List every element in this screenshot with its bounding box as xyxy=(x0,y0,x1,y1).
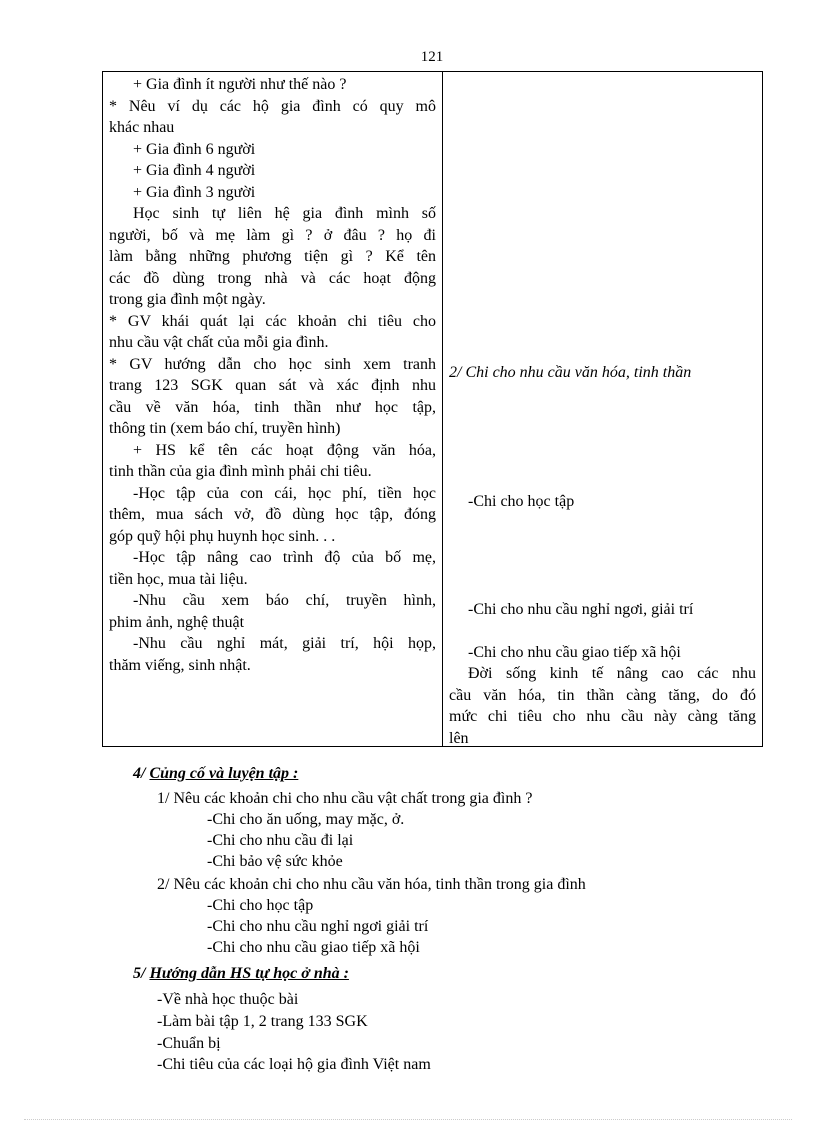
right-paragraph xyxy=(449,663,756,749)
left-line: tinh thần của gia đình mình phải chi tiêu. xyxy=(109,463,372,480)
left-line: khác nhau xyxy=(109,119,175,136)
left-line: làm bằng những phương tiện gì ? Kể tên xyxy=(109,248,436,265)
section5-number: 5/ xyxy=(133,965,146,982)
left-line: nhu cầu vật chất của mỗi gia đình. xyxy=(109,334,329,351)
right-para-line: Đời sống kinh tế nâng cao các nhu xyxy=(468,665,756,682)
section5-item: -Chi tiêu của các loại hộ gia đình Việt nam xyxy=(157,1056,431,1073)
left-line: -Học tập của con cái, học phí, tiền học xyxy=(133,484,436,502)
right-para-line: lên xyxy=(449,729,469,747)
left-line: thăm viếng, sinh nhật. xyxy=(109,656,251,674)
left-line: cầu về văn hóa, tinh thần như học tập, xyxy=(109,398,436,416)
content-column xyxy=(443,72,762,746)
section5-item: -Về nhà học thuộc bài xyxy=(157,991,299,1008)
left-line: + HS kể tên các hoạt động văn hóa, xyxy=(133,441,436,459)
right-item-leisure: -Chi cho nhu cầu nghỉ ngơi, giải trí xyxy=(468,601,694,618)
left-line: thêm, mua sách vở, đồ dùng học tập, đóng xyxy=(109,506,436,523)
section5-title: Hướng dẫn HS tự học ở nhà : xyxy=(149,965,349,982)
section4-number: 4/ xyxy=(133,765,146,782)
left-line: + Gia đình 6 người xyxy=(133,140,256,158)
right-item-study: -Chi cho học tập xyxy=(468,493,575,510)
activities-column xyxy=(103,72,443,746)
lesson-table xyxy=(102,71,763,747)
section4-q2-item: -Chi cho nhu cầu giao tiếp xã hội xyxy=(207,939,420,956)
left-line: * Nêu ví dụ các hộ gia đình có quy mô xyxy=(109,97,436,115)
left-line: phim ảnh, nghệ thuật xyxy=(109,613,245,631)
left-line: trong gia đình một ngày. xyxy=(109,291,266,308)
section4-q1-item: -Chi cho ăn uống, may mặc, ở. xyxy=(207,811,405,828)
section4-q1-item: -Chi cho nhu cầu đi lại xyxy=(207,832,354,849)
right-para-line: cầu văn hóa, tin thần càng tăng, do đó xyxy=(449,686,756,704)
left-line: -Học tập nâng cao trình độ của bố mẹ, xyxy=(133,549,436,566)
right-heading: 2/ Chi cho nhu cầu văn hóa, tinh thần xyxy=(449,364,692,381)
left-line: -Nhu cầu xem báo chí, truyền hình, xyxy=(133,592,436,609)
right-para-line: mức chi tiêu cho nhu cầu này càng tăng xyxy=(449,708,756,725)
section5-heading xyxy=(133,963,349,985)
left-line: * GV khái quát lại các khoản chi tiêu cho xyxy=(109,312,436,330)
left-line: * GV hướng dẫn cho học sinh xem tranh xyxy=(109,355,436,373)
section5-item: -Chuẩn bị xyxy=(157,1035,221,1052)
left-line: + Gia đình ít người như thế nào ? xyxy=(133,76,347,93)
section4-question-2: 2/ Nêu các khoản chi cho nhu cầu văn hóa, tinh thần trong gia đình xyxy=(157,876,586,893)
left-line: thông tin (xem báo chí, truyền hình) xyxy=(109,420,341,437)
right-item-social: -Chi cho nhu cầu giao tiếp xã hội xyxy=(468,644,681,661)
section5-item: -Làm bài tập 1, 2 trang 133 SGK xyxy=(157,1013,368,1030)
left-line: + Gia đình 4 người xyxy=(133,162,256,179)
section4-q2-item: -Chi cho nhu cầu nghỉ ngơi giải trí xyxy=(207,918,429,935)
left-line: + Gia đình 3 người xyxy=(133,183,256,201)
page-number: 121 xyxy=(420,49,444,65)
left-line: -Nhu cầu nghỉ mát, giải trí, hội họp, xyxy=(133,635,436,652)
left-line: trang 123 SGK quan sát và xác định nhu xyxy=(109,377,436,394)
left-line: các đồ dùng trong nhà và các hoạt động xyxy=(109,269,436,287)
left-line: Học sinh tự liên hệ gia đình mình số xyxy=(133,205,436,222)
page-bottom-divider xyxy=(24,1119,792,1120)
section4-q1-item: -Chi bảo vệ sức khỏe xyxy=(207,853,343,870)
left-line: người, bố và mẹ làm gì ? ở đâu ? họ đi xyxy=(109,226,436,244)
left-line: tiền học, mua tài liệu. xyxy=(109,570,248,588)
left-line: góp quỹ hội phụ huynh học sinh. . . xyxy=(109,527,336,545)
section4-q2-item: -Chi cho học tập xyxy=(207,897,314,914)
section4-question-1: 1/ Nêu các khoản chi cho nhu cầu vật chất trong gia đình ? xyxy=(157,790,533,807)
section4-title: Củng cố và luyện tập : xyxy=(149,765,299,782)
section4-heading xyxy=(133,763,298,785)
